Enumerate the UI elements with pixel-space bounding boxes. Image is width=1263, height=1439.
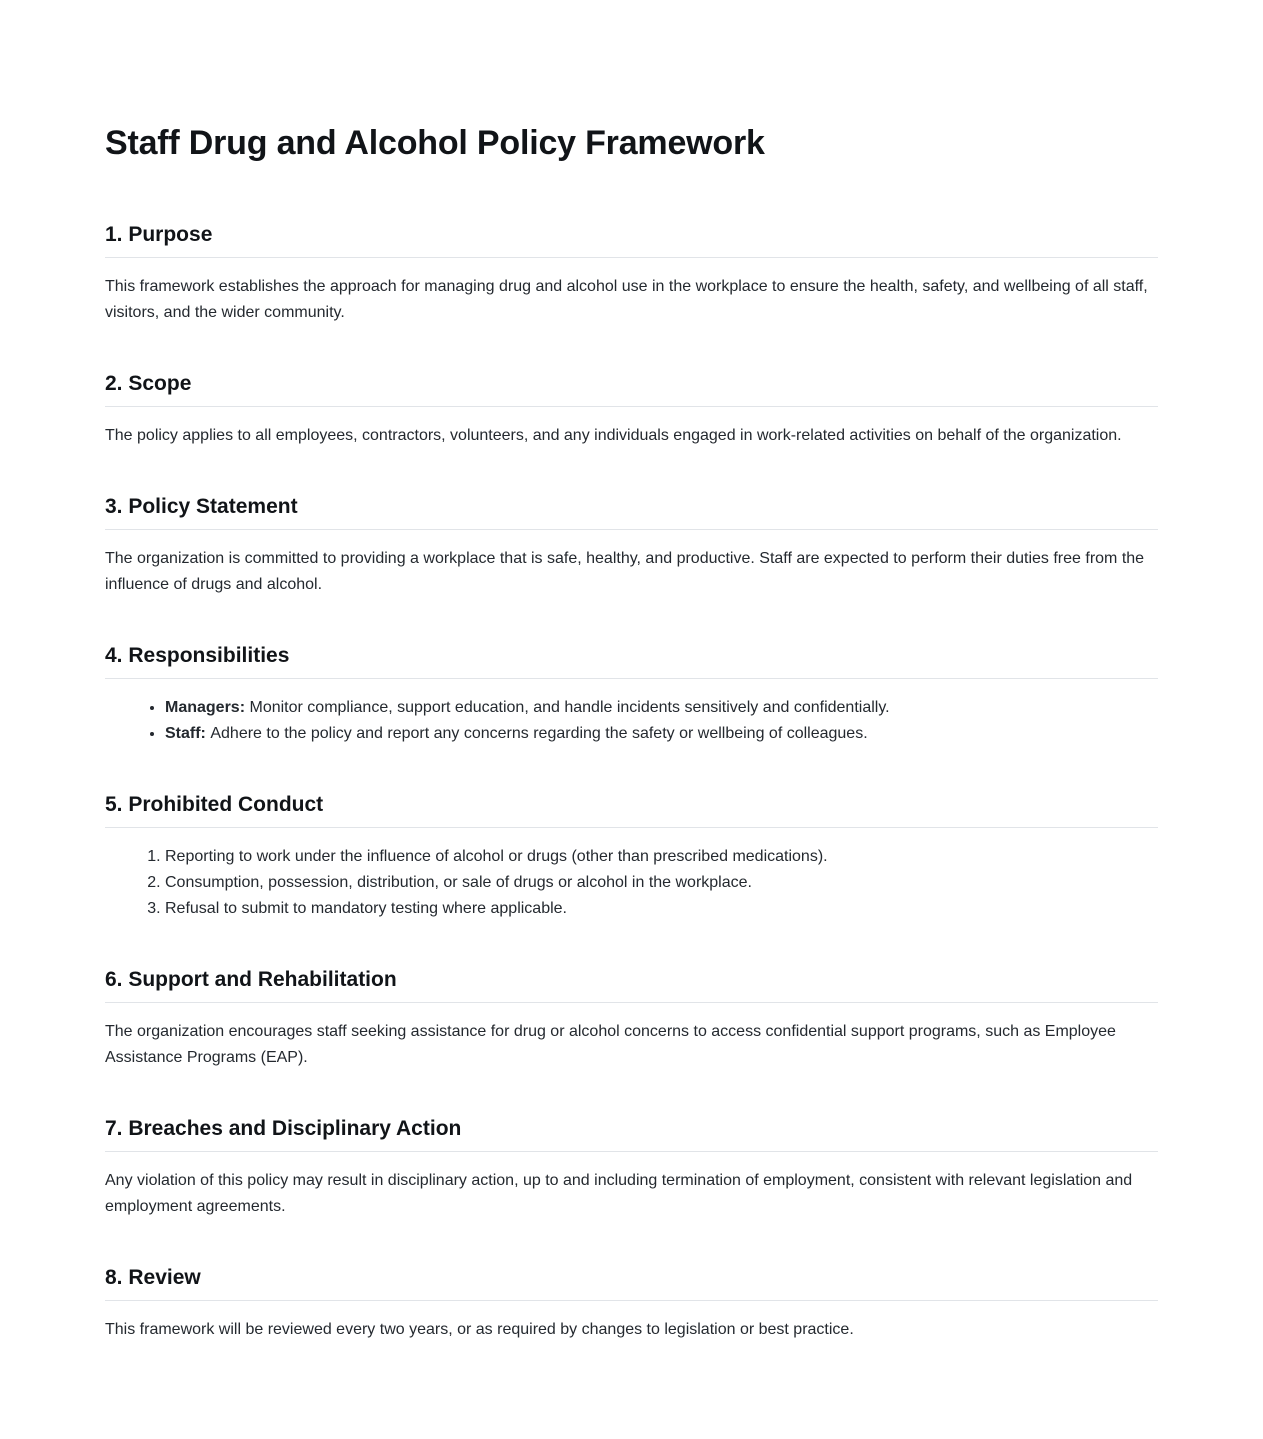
section-paragraph-policy-statement: The organization is committed to providing a workplace that is safe, healthy, and productive. Staff are expected to perform their duties free from the influence of drugs and alcohol.: [105, 549, 1145, 593]
document-title: Staff Drug and Alcohol Policy Framework: [105, 124, 765, 162]
section-heading-review: 8. Review: [105, 1264, 1158, 1301]
list-item: [165, 695, 1158, 721]
section-paragraph-breaches-disciplinary: Any violation of this policy may result in disciplinary action, up to and including termination of employment, consistent with relevant legislation and employment agreements.: [105, 1171, 1133, 1215]
section-review: [105, 1264, 1158, 1343]
list-item: [165, 721, 1158, 747]
section-paragraph-review: This framework will be reviewed every two years, or as required by changes to legislation or best practice.: [105, 1320, 854, 1338]
section-breaches-disciplinary: [105, 1115, 1158, 1220]
section-scope: [105, 370, 1158, 449]
section-purpose: [105, 221, 1158, 326]
list-item-text: Adhere to the policy and report any concerns regarding the safety or wellbeing of colleagues.: [210, 724, 868, 742]
section-heading-support-rehabilitation: 6. Support and Rehabilitation: [105, 966, 1158, 1003]
list-item: 2. Consumption, possession, distribution, or sale of drugs or alcohol in the workplace.: [165, 870, 1158, 896]
list-item-lead: Managers:: [165, 698, 246, 716]
section-heading-responsibilities: 4. Responsibilities: [105, 642, 1158, 679]
section-heading-policy-statement: 3. Policy Statement: [105, 493, 1158, 530]
section-paragraph-support-rehabilitation: The organization encourages staff seeking assistance for drug or alcohol concerns to access confidential support programs, such as Employee Assistance Programs (EAP).: [105, 1022, 1116, 1066]
prohibited-conduct-list: [105, 844, 1158, 922]
list-item: 3. Refusal to submit to mandatory testing where applicable.: [165, 896, 1158, 922]
list-item-text: Monitor compliance, support education, and handle incidents sensitively and confidentially.: [249, 698, 890, 716]
section-paragraph-scope: The policy applies to all employees, contractors, volunteers, and any individuals engaged in work-related activities on behalf of the organization.: [105, 426, 1122, 444]
list-item-lead: Staff:: [165, 724, 206, 742]
responsibilities-list: [105, 695, 1158, 747]
section-heading-breaches-disciplinary: 7. Breaches and Disciplinary Action: [105, 1115, 1158, 1152]
section-heading-prohibited-conduct: 5. Prohibited Conduct: [105, 791, 1158, 828]
section-heading-scope: 2. Scope: [105, 370, 1158, 407]
section-paragraph-purpose: This framework establishes the approach for managing drug and alcohol use in the workplace to ensure the health, safety, and wellbeing of all staff, visitors, and the wider community.: [105, 277, 1148, 321]
section-policy-statement: [105, 493, 1158, 598]
list-item: 1. Reporting to work under the influence of alcohol or drugs (other than prescribed medications).: [165, 844, 1158, 870]
section-responsibilities: [105, 642, 1158, 747]
section-heading-purpose: 1. Purpose: [105, 221, 1158, 258]
section-prohibited-conduct: [105, 791, 1158, 922]
section-support-rehabilitation: [105, 966, 1158, 1071]
